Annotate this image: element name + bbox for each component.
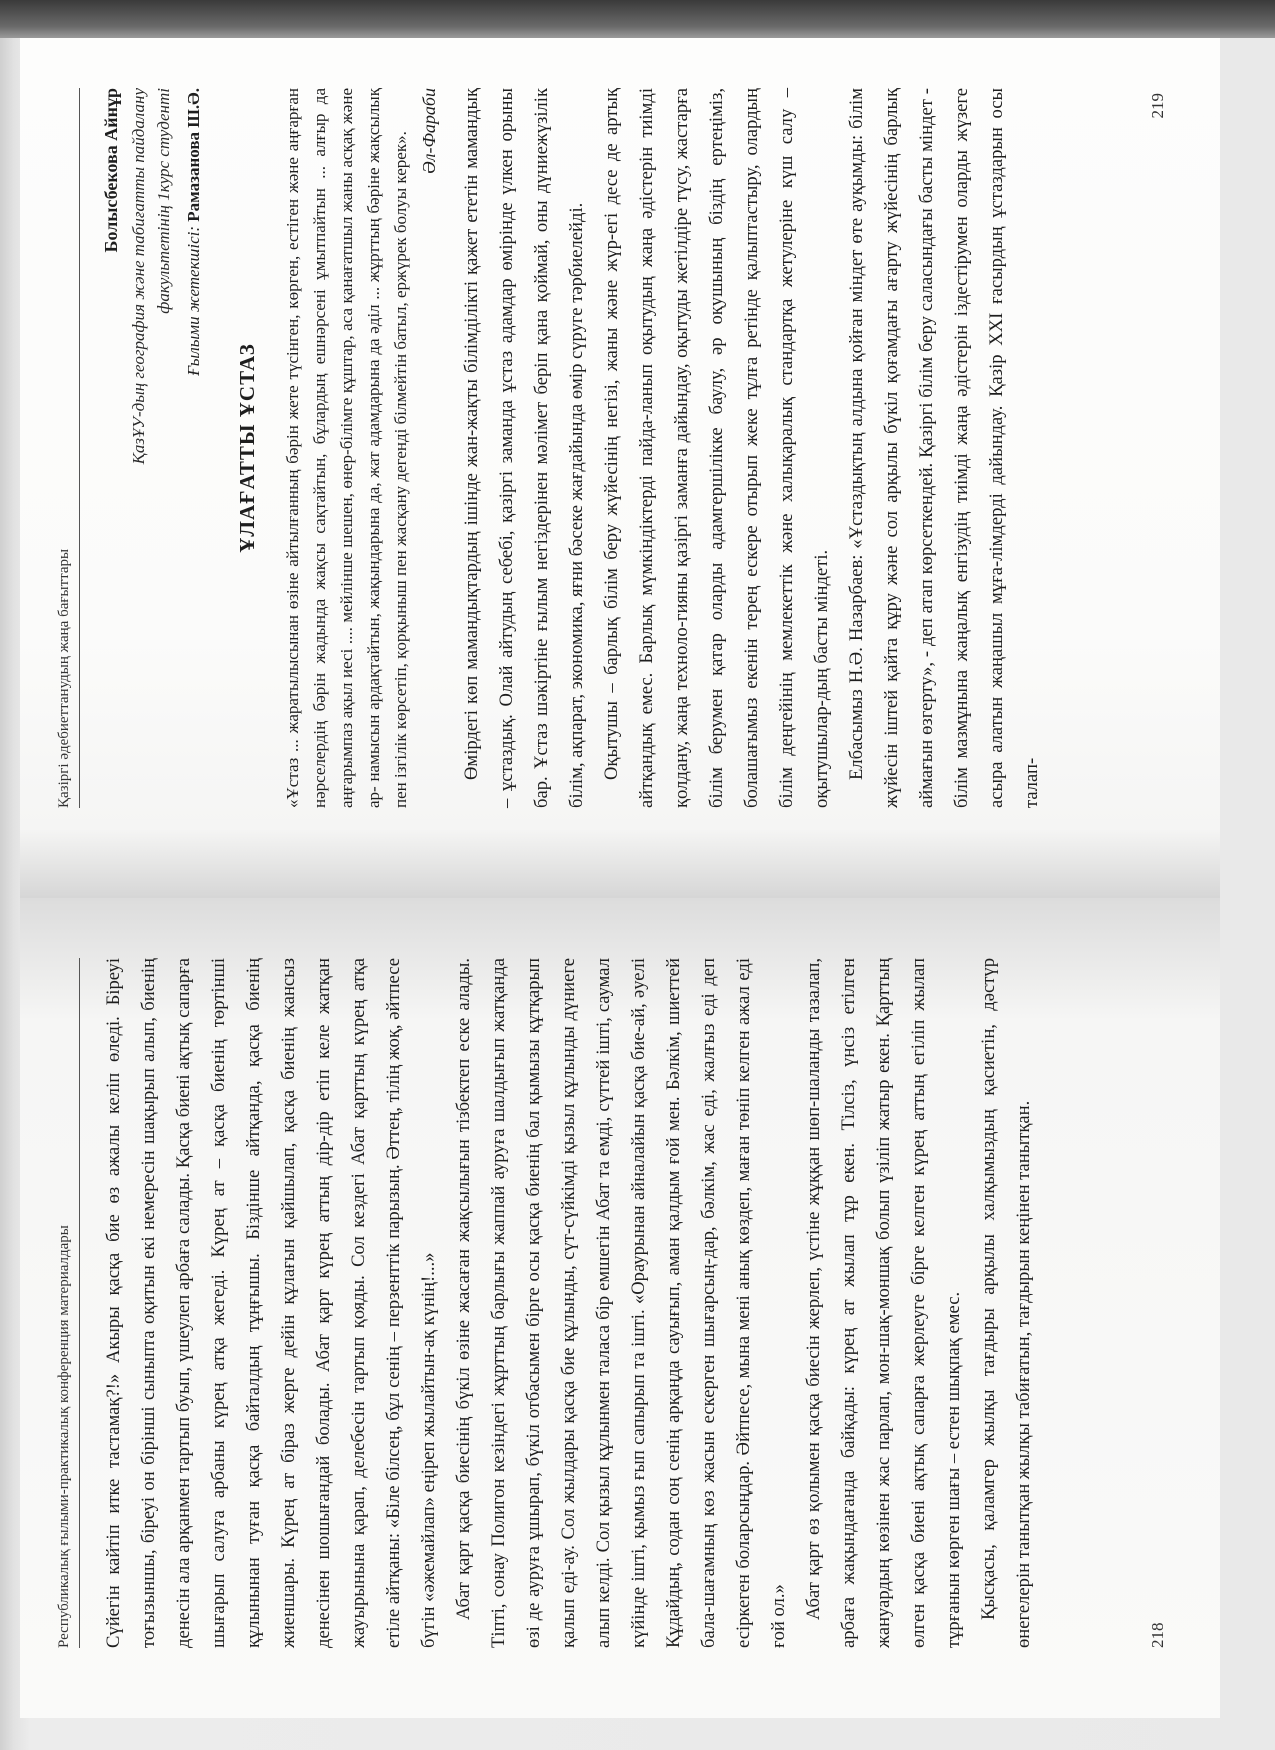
body-text xyxy=(96,958,1041,1648)
page-number: 218 xyxy=(1148,1622,1167,1648)
running-header: Қазіргі әдебиеттанудың жаңа бағыттары xyxy=(56,88,80,808)
paragraph: Абат қарт өз қолымен қасқа биесін жерлеп, үстіне жұққан шөп-шаланды тазалап, арбаға жақындағанда байқады: күрең ат жылап тұр екен. Тілсіз, үнсіз етілген жануардың көзінен жас парлап, мон-шақ-моншақ болып үзіліп жатыр екен. Қарттың өлген қасқа биені ақтық сапарға жерлеуге бірге келген күрең аттың егіліп жылап тұрғанын көрген шағы – естен шықпақ емес. xyxy=(803,958,964,1648)
scanner-shadow xyxy=(0,0,1275,38)
supervisor xyxy=(180,88,208,808)
supervisor-label: Ғылыми жетекшісі: xyxy=(184,225,203,376)
epigraph: «Ұстаз ... жаратылысынан өзіне айтылғанның бәрін жете түсінген, көрген, естіген және аңғарған нәрселердің бәрін жадында жақсы сақтайтын, бұлардың ешнәрсені ұмытпайтын ... алғыр да аңғарымпаз ақыл иесі .... мейлінше шешен, өнер-білімге құштар, аса қанағатшыл жаны асқақ және ар- намысын ардақтайтын, жақындарына да, жат адамдарына да әділ ... жұрттың бәріне жақсылық пен ізгілік көрсетіп, қорқыныш пен жасқану дегенді білмейтін батыл, ержүрек болуы керек». xyxy=(283,88,410,808)
paragraph: Абат қарт қасқа биесінің бүкіл өзіне жасаған жақсылығын тізбектеп еске алады. Тіпті, сонау Полигон кезіндегі жұрттың барлығы жаппай ауруға шалдығып жатқанда өзі де ауруға ұшырап, бүкіл отбасымен бірге осы қасқа биенің бал қымызы құтқарып қалып еді-ау. Сол жылдары қасқа бие құлынды, сүт-сүйкімді қызыл құлынды дүниеге алып келді. Сол қызыл құлынмен таласа бір емшегін Абат та емді, сүттей ішті, саумал күйінде ішті, қымыз ғып сапырып та ішті. «Ораурынан айналайын қасқа бие-ай, әуелі Құдайдың, содан соң сенің арқаңда сауығып, аман қалдым ғой мен. Бәлкім, шиеттей бала-шағамның көз жасын ескерген шығарсың-дар, бәлкім, жас еді, жалғыз еді деп есіркеген боларсыңдар. Әйтпесе, мына мені анық көздеп, маған төніп келген ажал еді ғой ол.» xyxy=(453,958,789,1648)
right-page xyxy=(20,38,1220,898)
body-text xyxy=(96,88,1049,808)
paragraph: Өмірдегі көп мамандықтардың ішінде жан-жақты білімділікті қажет ететін мамандық – ұстаздық. Олай айтудың себебі, қазіргі заманда ұстаз адамдар өмірінде үлкен орыны бар. Ұстаз шәкіртіне ғылым негіздерінен мәлімет беріп қана қоймай, оны дүниежүзілік білім, ақпарат, экономика, яғни бәсеке жағдайында өмір сүруге тәрбиелейді. xyxy=(461,88,587,808)
paragraph: Сүйегін кайтіп итке тастамақ?!» Акыры қасқа бие өз ажалы келіп өледі. Біреуі тоғызыншы, біреуі он бірінші сыныпта оқитын екі немересін шақырып алып, биенің денесін ала арқанмен тартып буып, үшеулеп арбаға салады. Қасқа биені ақтық сапарға шығарып салуға арбаны күрең атқа жегеді. Күрең ат – қасқа биенің төртінші құлынынан туған қасқа байталдың тұңғышы. Біздінше айтқанда, қасқа биенің жиеншары. Күрең ат біраз жерге дейін құлағын қайшылап, қасқа биенің жансыз денесінен шошығандай болады. Абат қарт күрең аттың дір-дір етіп келе жатқан жауырынына қарап, делебесін тартып қояды. Сол кездегі Абат қарттың күрең атқа етіле айтқаны: «Біле білсең, бұл сенің – перзенттік парызың. Әттең, тілің жоқ, әйтпесе бүгін «әжемайлап» еңіреп жылайтын-ақ күнің!...» xyxy=(103,958,439,1648)
paragraph: Оқытушы – барлық білім беру жүйесінің негізі, жаны және жүр-егі десе де артық айтқандық емес. Барлық мүмкіндіктерді пайда-ланып оқытудың жаңа әдістерін тиімді қолдану, жаңа техноло-гияны қазіргі заманға дайындау, оқытуды жетілдіре түсу, жастарға білім берумен қатар оларды адамгершілікке баулу, әр оқушының біздің ертеңіміз, болашағымыз екенін терең ескере отырып жеке тұлға ретінде қалыптастыру, олардың білім деңгейінің мемлекеттік және халықаралық стандартқа жетулеріне күш салу – оқытушылар-дың басты міндеті. xyxy=(601,88,832,808)
running-header: Республикалық ғылыми-практикалық конференция материалдары xyxy=(56,958,80,1648)
author-name: Болысбекова Айнұр xyxy=(101,88,121,253)
page-number: 219 xyxy=(1148,93,1167,119)
left-page xyxy=(20,898,1220,1718)
paragraph: Елбасымыз Н.Ә. Назарбаев: «Ұстаздықтың алдына қойған міндет өте ауқымды: білім жүйесін іштей қайта құру және сол арқылы бүкіл қоғамдағы ағарту жүйесінің барлық аймағын өзгерту», - деп атап көрсеткендей. Қазіргі білім беру саласындағы басты міндет - білім мазмұнына жаңалық енгізудің тиімді жаңа әдістерін іздестірумен оларды жүзеге асыра алатын жаңашыл мұға-лімдерді дайындау. Қазір ХХІ ғасырдың ұстаздарын осы талап- xyxy=(846,88,1042,808)
paragraph: Қысқасы, қаламгер жылқы тағдыры арқылы халқымыздың қасиетін, дәстүр өнегелерін танытқан жылқы табиғатын, тағдырын кеңінен танытқан. xyxy=(978,958,1034,1648)
article-title: ҰЛАҒАТТЫ ҰСТАЗ xyxy=(235,343,259,553)
supervisor-name: Рамазанова Ш.Ә. xyxy=(184,88,203,222)
epigraph-author: Әл-Фараби xyxy=(419,88,439,174)
author-affiliation-line1: ҚазҰУ-дың география және табиғатты пайдалану xyxy=(129,88,148,465)
book-spread xyxy=(20,38,1220,1718)
author-affiliation-line2: факультетінің 1курс студенті xyxy=(154,88,173,314)
